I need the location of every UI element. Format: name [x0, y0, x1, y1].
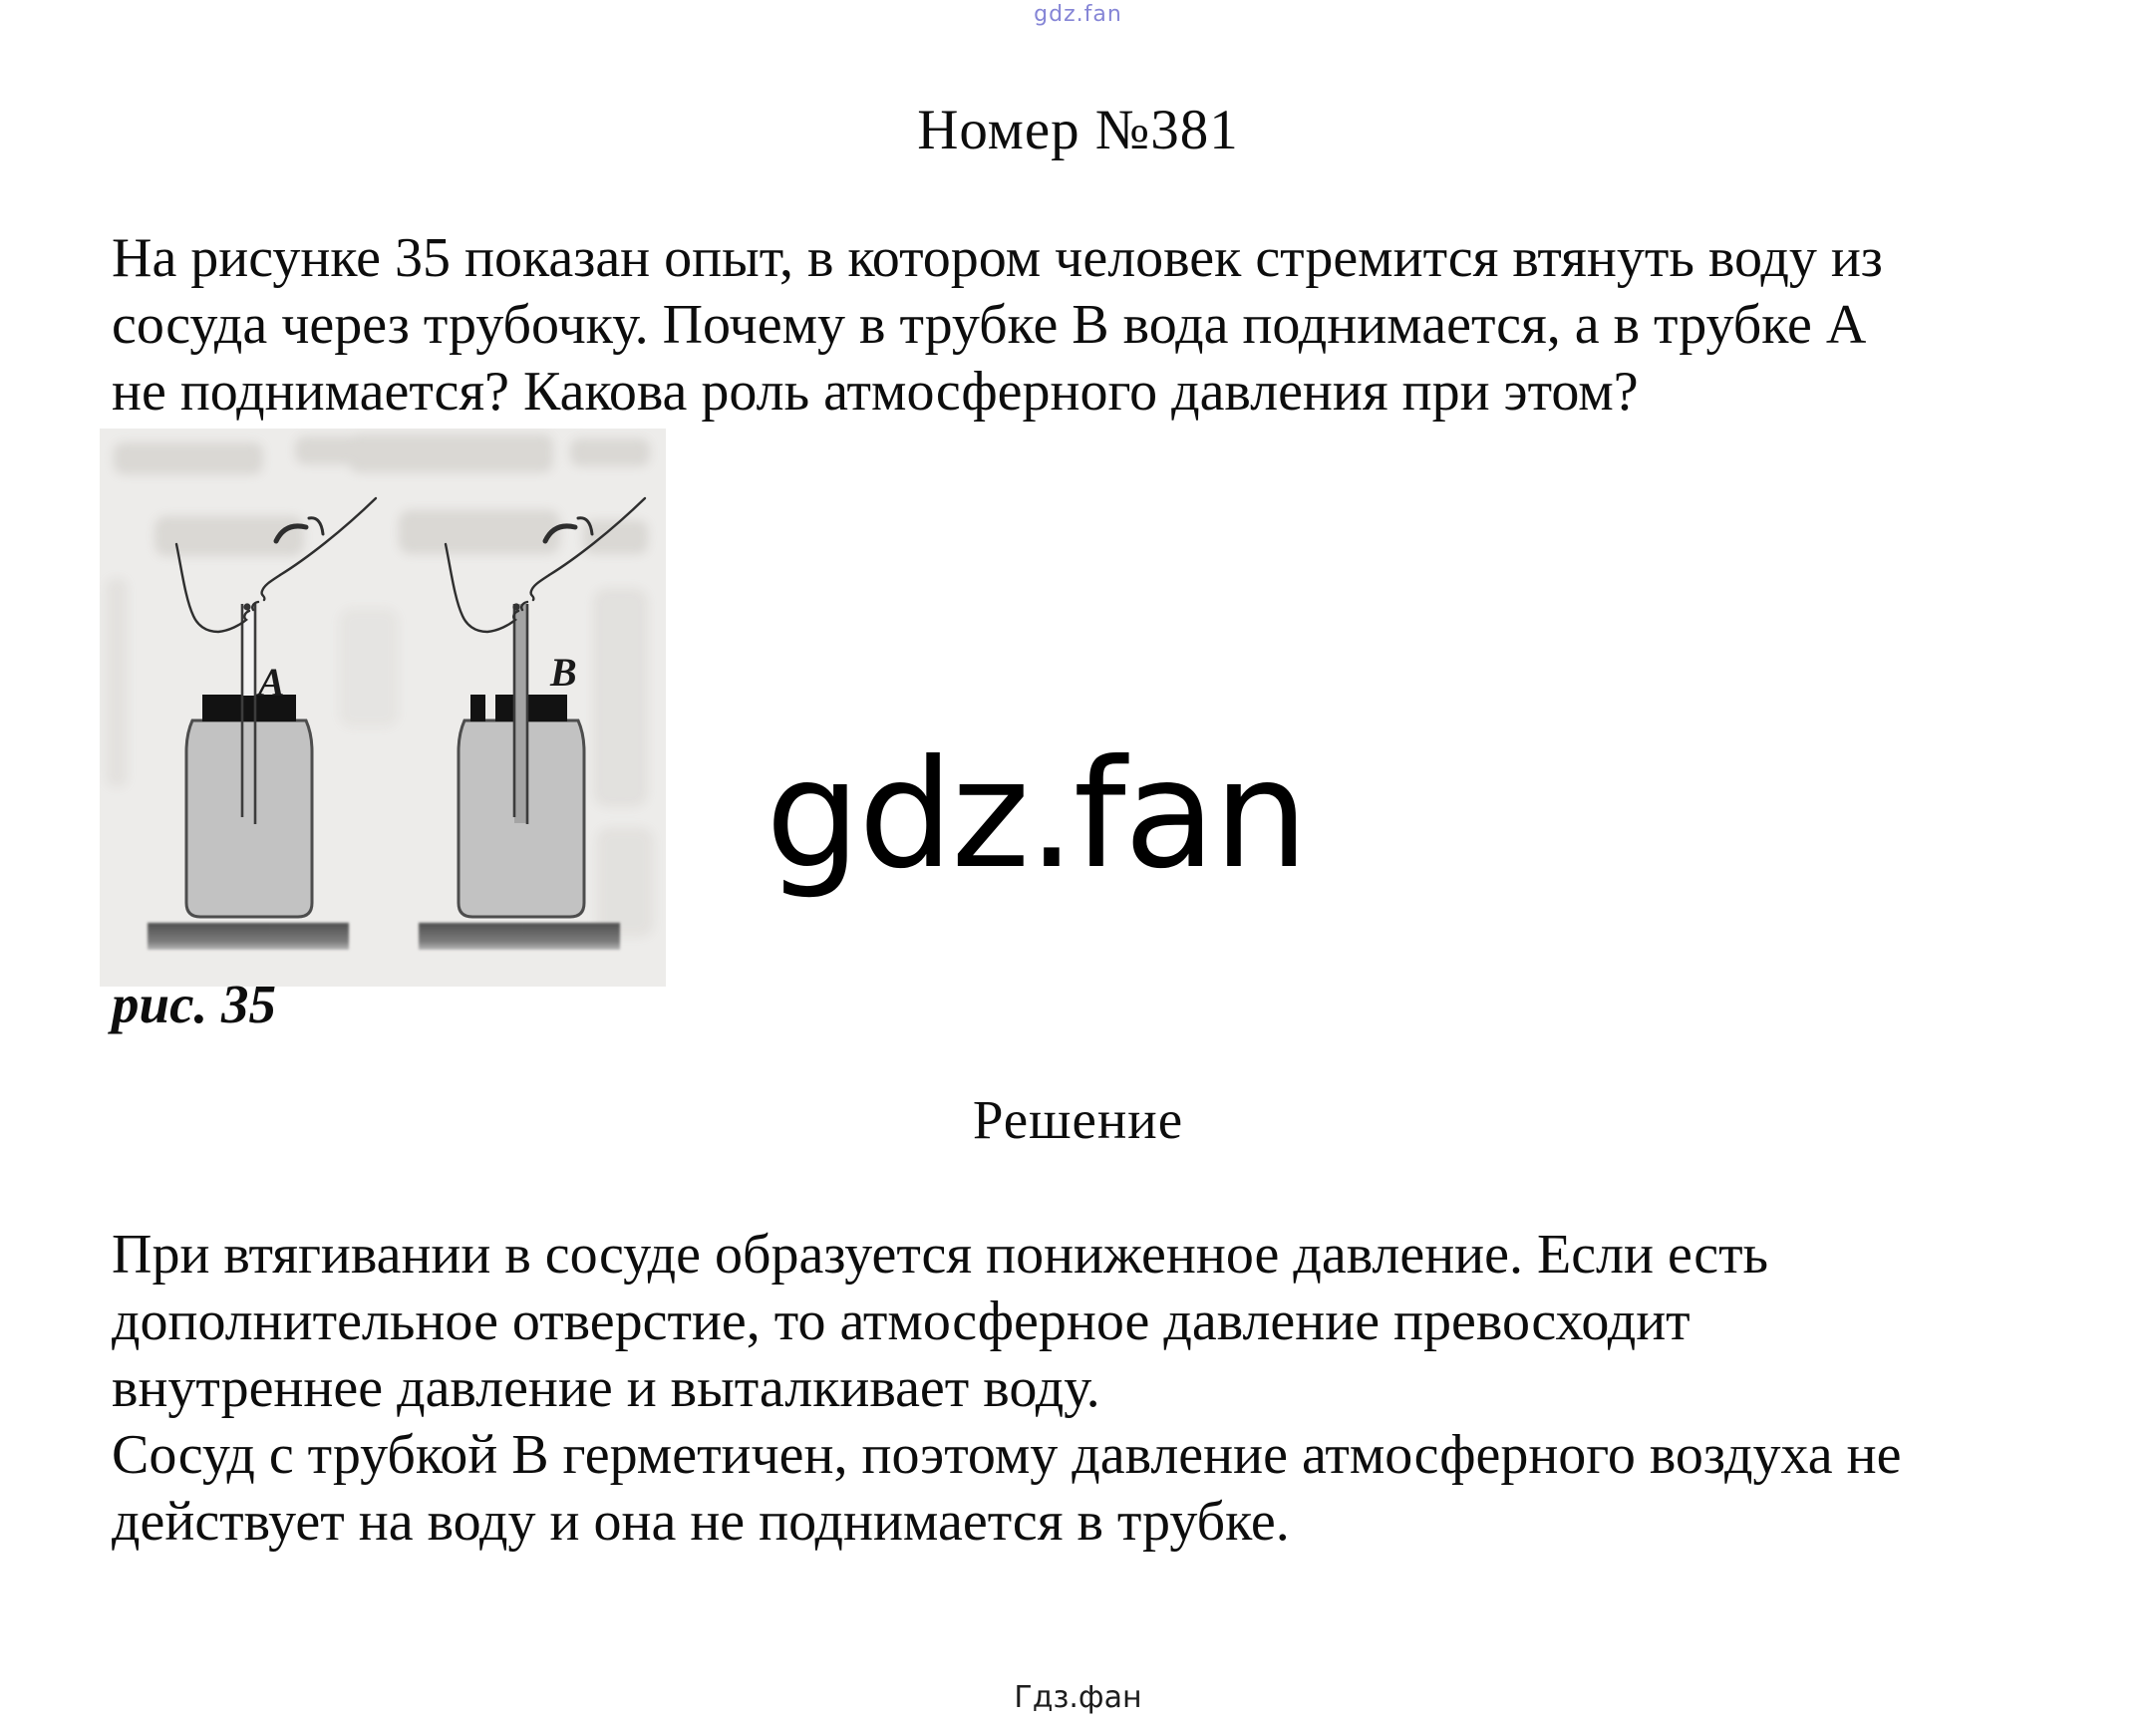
- jar-a: [186, 695, 312, 917]
- figure-35-image: [100, 429, 666, 987]
- label-b: B: [550, 650, 577, 695]
- straw-b: [514, 604, 527, 824]
- problem-line: не поднимается? Какова роль атмосферного давления при этом?: [112, 361, 1639, 423]
- jar-b-lid: [495, 695, 567, 721]
- solution-line: внутреннее давление и выталкивает воду.: [112, 1357, 1100, 1419]
- label-a: A: [258, 660, 285, 705]
- solution-line: дополнительное отверстие, то атмосферное давление превосходит: [112, 1291, 1691, 1352]
- watermark-top: gdz.fan: [1034, 2, 1122, 27]
- jar-b-lid-piece: [470, 695, 485, 721]
- solution-line: действует на воду и она не поднимается в трубке.: [112, 1491, 1290, 1553]
- problem-text: [112, 225, 1883, 426]
- problem-line: сосуда через трубочку. Почему в трубке В вода поднимается, а в трубке А: [112, 294, 1867, 356]
- solution-text: [112, 1222, 1901, 1556]
- solution-line: При втягивании в сосуде образуется пониженное давление. Если есть: [112, 1224, 1769, 1286]
- problem-line: На рисунке 35 показан опыт, в котором человек стремится втянуть воду из: [112, 227, 1883, 289]
- solution-heading: Решение: [972, 1089, 1184, 1150]
- figure-caption: рис. 35: [112, 974, 276, 1034]
- table-base-a: [148, 923, 349, 950]
- table-base-b: [419, 923, 620, 950]
- page-title: Номер №381: [917, 99, 1239, 161]
- solution-line: Сосуд с трубкой В герметичен, поэтому давление атмосферного воздуха не: [112, 1424, 1902, 1486]
- footer-sitename: Гдз.фан: [1014, 1680, 1142, 1715]
- watermark-center: gdz.fan: [766, 728, 1307, 902]
